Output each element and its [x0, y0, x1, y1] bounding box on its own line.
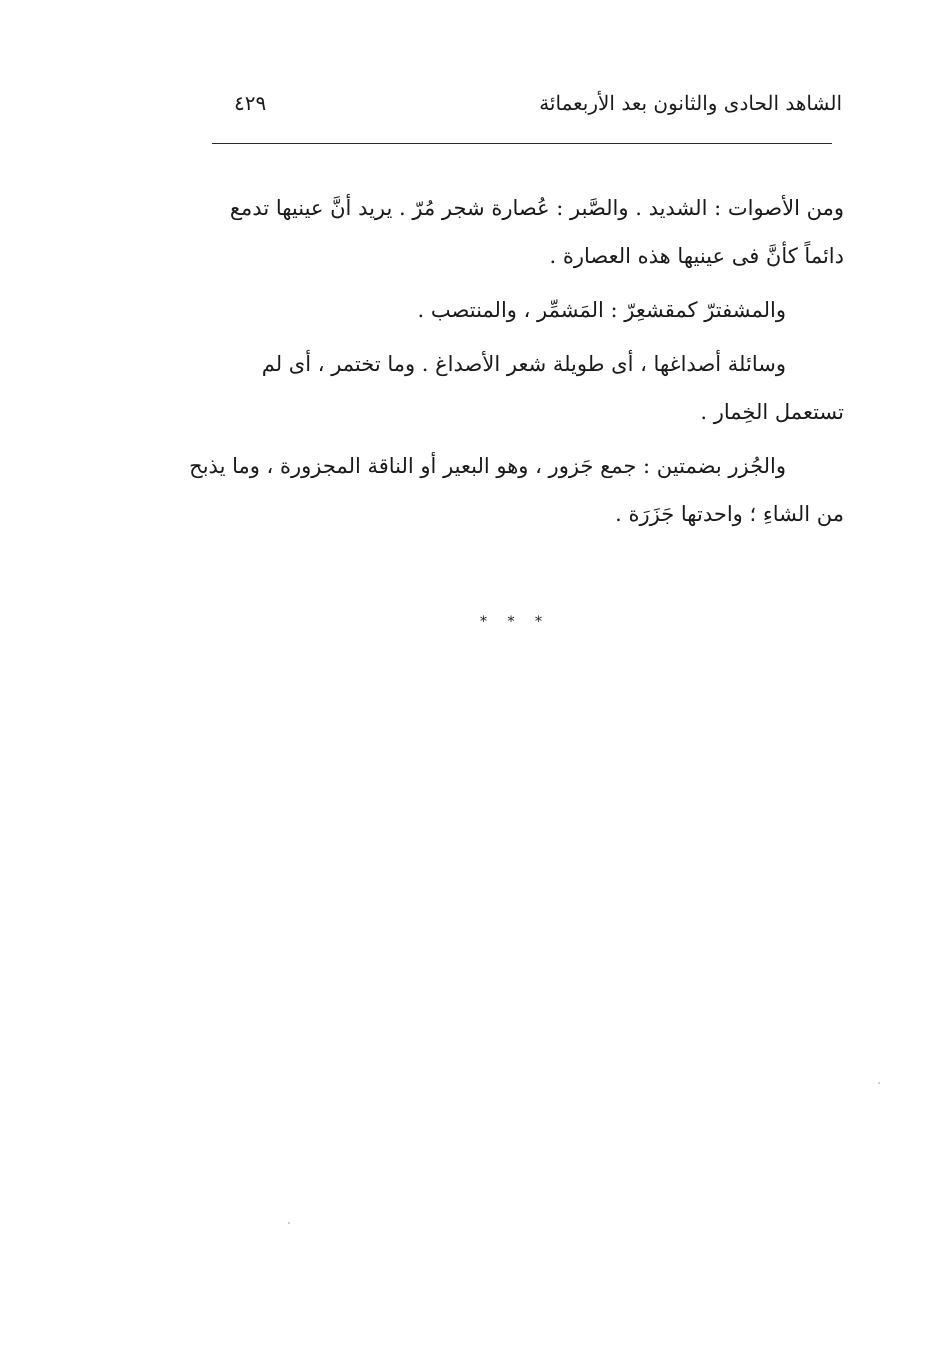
- paragraph-asdagh-continued: [202, 388, 844, 436]
- text-line: دائماً كأنَّ فى عينيها هذه العصارة .: [549, 244, 844, 268]
- paragraph-juzur: [189, 442, 844, 490]
- scan-speck: [288, 1222, 290, 1224]
- text-line: والجُزر بضمتين : جمع جَزور ، وهو البعير أو الناقة المجزورة ، وما يذبح: [189, 454, 786, 478]
- text-line: من الشاءِ ؛ واحدتها جَزَرَة .: [615, 502, 844, 526]
- header-rule: [212, 143, 832, 144]
- paragraph-sabr: [202, 184, 844, 280]
- text-line: والمشفترّ كمقشعِرّ : المَشمِّر ، والمنتصب .: [417, 298, 786, 322]
- body-text: [189, 184, 844, 544]
- text-line: تستعمل الخِمار .: [700, 400, 844, 424]
- paragraph-asdagh: [202, 340, 844, 388]
- page-number: ٤٢٩: [234, 91, 267, 115]
- text-line: وسائلة أصداغها ، أى طويلة شعر الأصداغ . وما تختمر ، أى لم: [261, 352, 786, 376]
- page-header: [210, 86, 842, 126]
- paragraph-mushfatirr: [202, 286, 844, 334]
- section-separator: * * *: [480, 614, 550, 630]
- text-line: ومن الأصوات : الشديد . والصَّبر : عُصارة شجر مُرّ . يريد أنَّ عينيها تدمع: [229, 196, 844, 220]
- scan-speck: [878, 1082, 880, 1084]
- running-title: الشاهد الحادى والثانون بعد الأربعمائة: [539, 91, 842, 115]
- paragraph-juzur-continued: [202, 490, 844, 538]
